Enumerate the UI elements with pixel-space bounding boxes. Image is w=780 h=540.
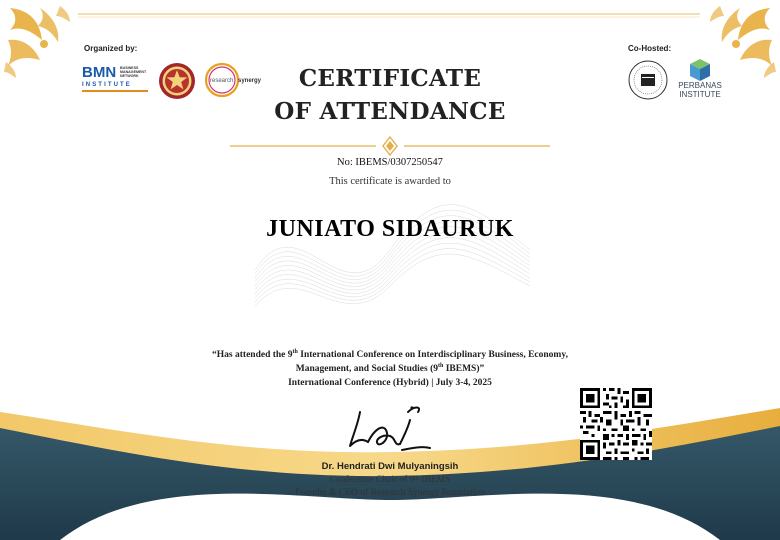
title-line-1: CERTIFICATE: [298, 65, 482, 92]
awarded-to-text: This certificate is awarded to: [329, 176, 451, 187]
co-hosted-label: Co-Hosted:: [628, 44, 672, 53]
research-text: research: [210, 78, 234, 84]
cohost-university-seal-icon: [628, 60, 668, 100]
signatory-role-2: Founder & CEO of Research Synergy Foundation: [295, 488, 485, 498]
organized-by-label: Organized by:: [84, 44, 138, 53]
title-line-2: OF ATTENDANCE: [274, 98, 506, 125]
university-seal-icon: [158, 62, 196, 100]
diamond-divider-icon: [230, 136, 550, 156]
bmn-logo-subtext: BUSINESS MANAGEMENT NETWORK: [120, 66, 147, 78]
synergy-text: synergy: [238, 78, 262, 84]
certificate-title: [200, 62, 580, 128]
bmn-institute-text: INSTITUTE: [82, 82, 132, 88]
handwritten-signature: [338, 400, 442, 456]
certificate-number: No: IBEMS/0307250547: [337, 157, 443, 168]
perbanas-cube-icon: [688, 58, 712, 82]
perbanas-institute-logo: [672, 58, 728, 104]
perbanas-name: PERBANAS INSTITUTE: [678, 81, 722, 99]
bmn-institute-logo: [82, 64, 152, 94]
bmn-logo-text: BMN: [82, 64, 117, 81]
signatory-name: Dr. Hendrati Dwi Mulyaningsih: [321, 461, 459, 472]
attendance-statement: “Has attended the 9th International Conference on Interdisciplinary Business, Economy, Management, and Social Studies (9th IBEMS)” International Conference (Hybrid) | July 3-4, 2025: [140, 348, 640, 390]
signatory-role-1: Conference Chair of 9th IBEMS: [329, 475, 451, 485]
conference-date-line: International Conference (Hybrid) | July 3-4, 2025: [288, 378, 492, 388]
qr-code-icon[interactable]: [580, 388, 652, 460]
floral-ornament-icon: [0, 0, 90, 90]
recipient-name: JUNIATO SIDAURUK: [266, 216, 514, 242]
